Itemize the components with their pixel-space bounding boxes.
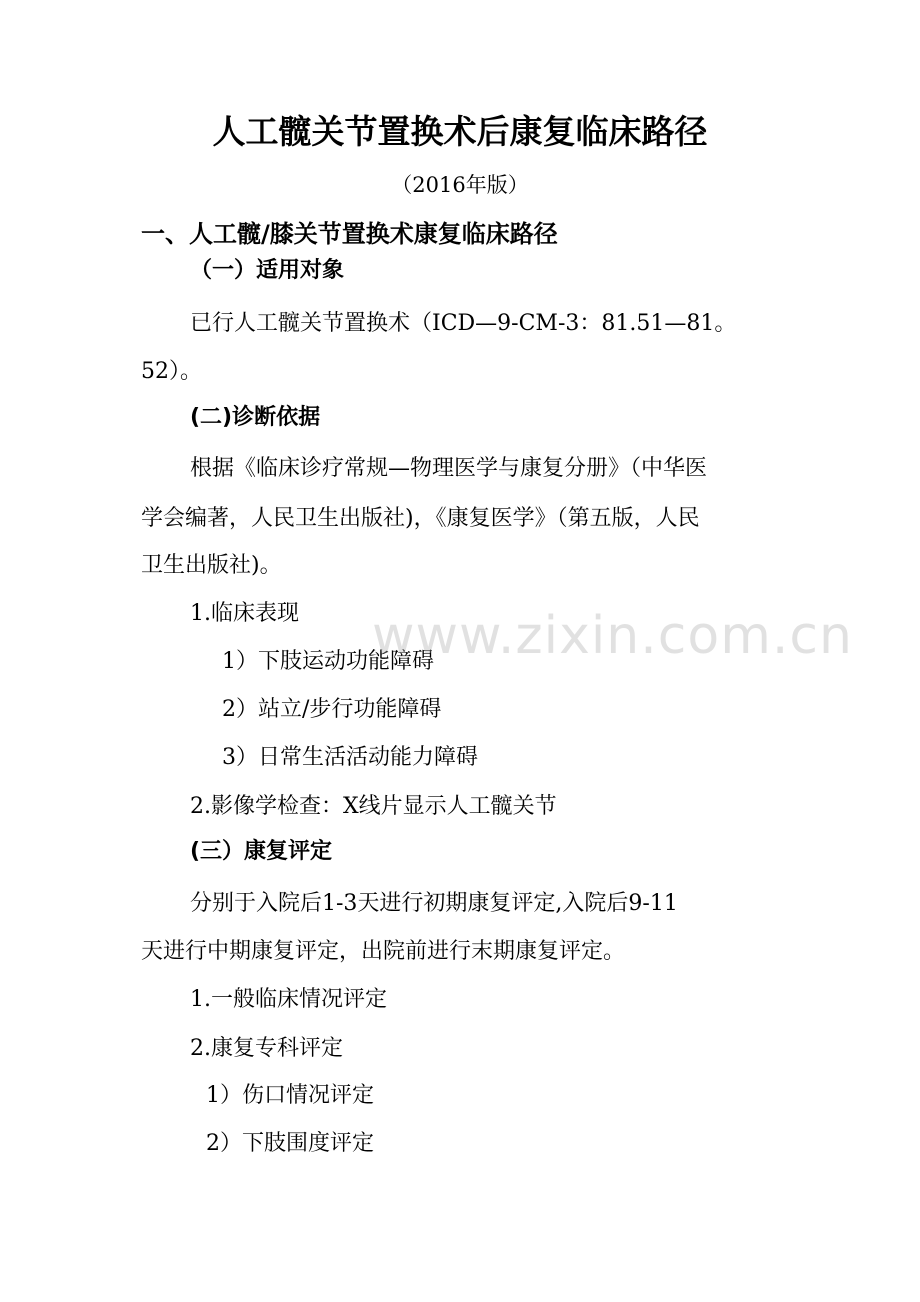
paragraph-line: 根据《临床诊疗常规—物理医学与康复分册》（中华医: [190, 456, 708, 481]
paragraph-line: 卫生出版社)。: [141, 553, 282, 578]
paragraph-line: 学会编著，人民卫生出版社)，《康复医学》（第五版，人民: [141, 506, 700, 531]
list-subitem: 2）下肢围度评定: [206, 1131, 374, 1156]
paragraph-line: 52）。: [141, 359, 202, 384]
list-subitem: 2）站立/步行功能障碍: [222, 697, 442, 722]
document-title: 人工髋关节置换术后康复临床路径: [212, 112, 708, 151]
paragraph-line: 天进行中期康复评定，出院前进行末期康复评定。: [141, 939, 626, 964]
subsection-heading-assessment: (三）康复评定: [190, 839, 333, 864]
list-item: 2.影像学检查：X线片显示人工髋关节: [190, 794, 557, 819]
section-heading: 一、人工髋/膝关节置换术康复临床路径: [141, 220, 558, 248]
document-subtitle: （2016年版）: [391, 173, 529, 197]
paragraph-line: 已行人工髋关节置换术（ICD—9-CM-3：81.51—81。: [190, 311, 737, 336]
watermark: www.zixin.com.cn: [372, 606, 853, 666]
list-subitem: 1）下肢运动功能障碍: [222, 649, 434, 674]
list-item: 1.一般临床情况评定: [190, 987, 387, 1012]
subsection-heading-applicable: （一）适用对象: [190, 258, 345, 283]
subsection-heading-diagnosis: (二)诊断依据: [190, 405, 321, 430]
list-subitem: 3）日常生活活动能力障碍: [222, 745, 478, 770]
paragraph-line: 分别于入院后1-3天进行初期康复评定,入院后9-11: [190, 891, 678, 916]
list-subitem: 1）伤口情况评定: [206, 1083, 374, 1108]
list-item: 1.临床表现: [190, 601, 299, 626]
list-item: 2.康复专科评定: [190, 1036, 343, 1061]
